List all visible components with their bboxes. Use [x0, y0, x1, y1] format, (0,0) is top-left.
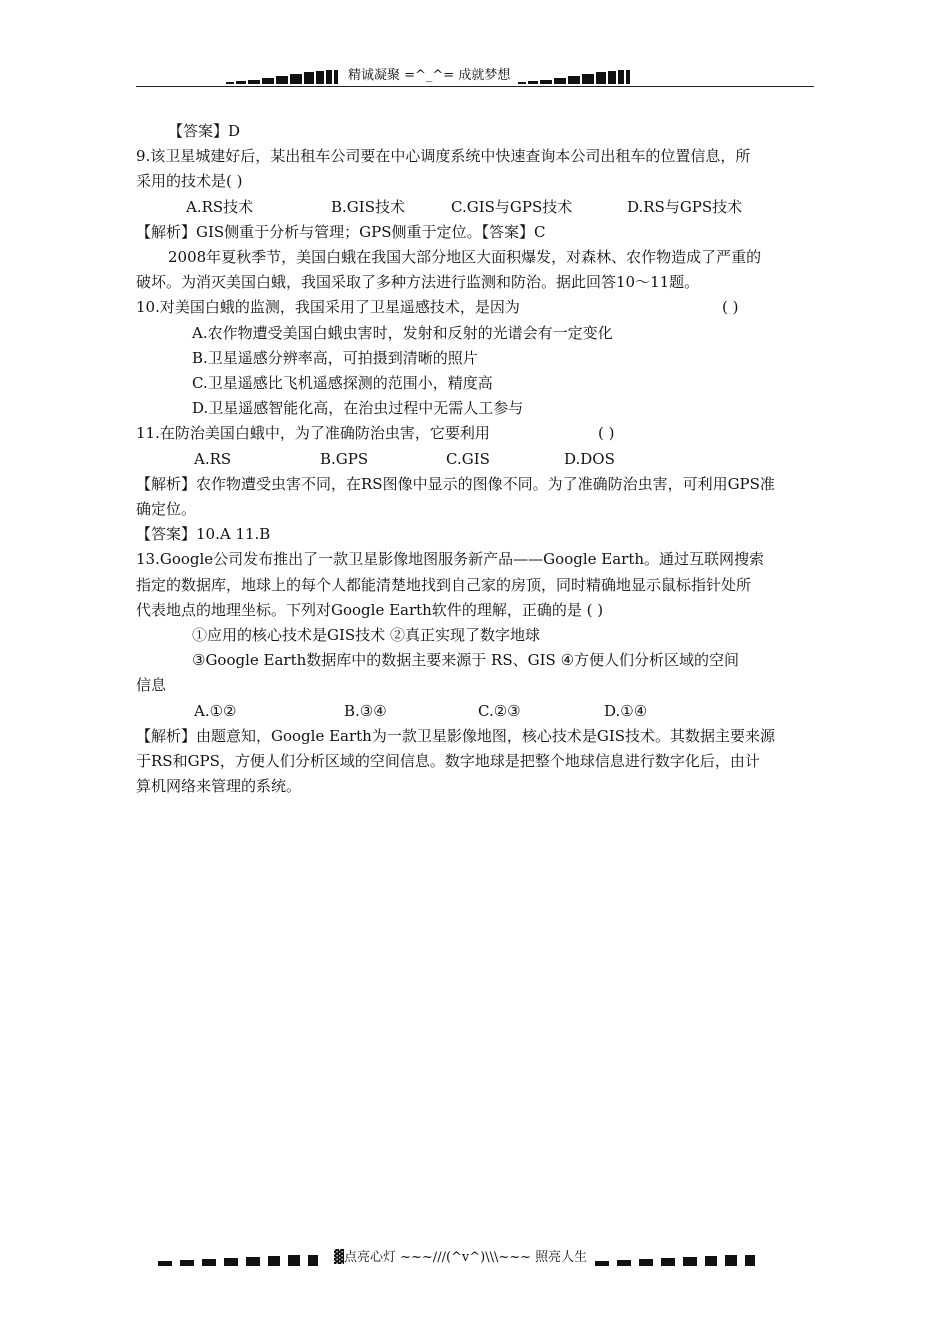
header-deco-bar: [334, 70, 338, 84]
header-deco-bar: [626, 70, 630, 84]
header-deco-bar: [528, 81, 538, 84]
header-deco-bar: [290, 74, 302, 84]
question-13-options: [136, 699, 816, 724]
header-deco-bar: [518, 82, 526, 84]
document-body: [136, 119, 816, 799]
question-11-options: [136, 447, 816, 472]
option-a: A.①②: [194, 701, 237, 720]
option-b: B.GPS: [320, 449, 369, 468]
question-9-line-1: 9.该卫星城建好后，某出租车公司要在中心调度系统中快速查询本公司出租车的位置信息，所: [136, 147, 751, 166]
answer-10-11: 【答案】10.A 11.B: [136, 525, 271, 544]
question-13-line-2: 指定的数据库，地球上的每个人都能清楚地找到自己家的房顶，同时精确地显示鼠标指针处所: [136, 575, 752, 594]
option-b: B.GIS技术: [331, 197, 405, 216]
footer-deco-block: [268, 1256, 280, 1266]
question-11-analysis-line-1: 【解析】农作物遭受虫害不同，在RS图像中显示的图像不同。为了准确防治虫害，可利用GPS准: [136, 474, 775, 493]
question-10: [136, 295, 816, 320]
footer-deco-block: [595, 1261, 609, 1266]
passage-line-1: 2008年夏秋季节，美国白蛾在我国大部分地区大面积爆发，对森林、农作物造成了严重的: [168, 248, 762, 267]
question-10-paren: ( ): [722, 298, 739, 317]
footer-title: ▓点亮心灯 ~~~///(^v^)\\\~~~ 照亮人生: [334, 1250, 588, 1265]
header-deco-bar: [540, 80, 552, 84]
question-10-stem: 10.对美国白蛾的监测，我国采用了卫星遥感技术，是因为: [136, 298, 520, 317]
footer-deco-block: [705, 1256, 717, 1266]
option-c: C.②③: [478, 701, 521, 720]
question-13-line-3: 代表地点的地理坐标。下列对Google Earth软件的理解，正确的是 ( ): [136, 600, 604, 619]
footer-deco-block: [246, 1257, 260, 1266]
header-deco-bar: [582, 74, 594, 84]
question-10-option-d: D.卫星遥感智能化高，在治虫过程中无需人工参与: [192, 399, 524, 418]
footer-deco-block: [725, 1255, 737, 1266]
question-13-analysis-line-3: 算机网络来管理的系统。: [136, 777, 302, 796]
question-9-analysis: 【解析】GIS侧重于分析与管理；GPS侧重于定位。【答案】C: [136, 222, 546, 241]
footer-deco-block: [180, 1260, 194, 1266]
footer-deco-block: [202, 1259, 216, 1266]
option-c: C.GIS: [446, 449, 490, 468]
question-10-option-a: A.农作物遭受美国白蛾虫害时，发射和反射的光谱会有一定变化: [192, 323, 613, 342]
footer-deco-block: [288, 1255, 300, 1266]
question-13-line-1: 13.Google公司发布推出了一款卫星影像地图服务新产品——Google Earth。通过互联网搜索: [136, 550, 765, 569]
option-a: A.RS: [194, 449, 232, 468]
header-deco-bar: [618, 70, 624, 84]
question-10-option-c: C.卫星遥感比飞机遥感探测的范围小，精度高: [192, 374, 493, 393]
passage-line-2: 破坏。为消灭美国白蛾，我国采取了多种方法进行监测和防治。据此回答10～11题。: [136, 273, 700, 292]
header-deco-bar: [248, 80, 260, 84]
header-deco-bar: [596, 72, 606, 84]
question-13-statement-1: ①应用的核心技术是GIS技术 ②真正实现了数字地球: [192, 626, 540, 645]
answer-line: 【答案】D: [168, 122, 241, 140]
header-title: 精诚凝聚 =^_^= 成就梦想: [348, 68, 511, 83]
footer-deco-block: [639, 1259, 653, 1266]
question-13-statement-2: ③Google Earth数据库中的数据主要来源于 RS、GIS ④方便人们分析区域的空间: [192, 651, 740, 670]
footer-deco-block: [683, 1257, 697, 1266]
question-11-stem: 11.在防治美国白蛾中，为了准确防治虫害，它要利用: [136, 424, 490, 443]
page-footer: [158, 1248, 763, 1266]
header-deco-bar: [568, 76, 580, 84]
footer-deco-block: [224, 1258, 238, 1266]
footer-deco-block: [308, 1255, 318, 1266]
option-d: D.①④: [604, 701, 648, 720]
header-row: [226, 66, 866, 84]
footer-deco-block: [661, 1258, 675, 1266]
footer-deco-block: [745, 1255, 755, 1266]
question-9-line-2: 采用的技术是( ): [136, 172, 243, 191]
option-c: C.GIS与GPS技术: [451, 197, 573, 216]
question-11-paren: ( ): [598, 424, 615, 443]
footer-deco-block: [158, 1261, 172, 1266]
header-deco-bar: [304, 72, 314, 84]
header-deco-bar: [316, 71, 324, 84]
header-deco-bar: [554, 78, 566, 84]
header-deco-bar: [326, 70, 332, 84]
question-11-analysis-line-2: 确定位。: [136, 500, 197, 519]
question-10-option-b: B.卫星遥感分辨率高，可拍摄到清晰的照片: [192, 348, 478, 367]
question-9-options: [136, 195, 816, 220]
question-13-statement-3: 信息: [136, 676, 167, 695]
question-11: [136, 421, 816, 446]
page-header: [136, 66, 814, 87]
header-deco-bar: [608, 71, 616, 84]
option-d: D.RS与GPS技术: [627, 197, 743, 216]
footer-deco-block: [617, 1260, 631, 1266]
question-13-analysis-line-1: 【解析】由题意知，Google Earth为一款卫星影像地图，核心技术是GIS技术。其数据主要来源: [136, 726, 776, 745]
option-d: D.DOS: [564, 449, 615, 468]
header-deco-bar: [276, 76, 288, 84]
option-b: B.③④: [344, 701, 387, 720]
header-deco-bar: [226, 82, 234, 84]
question-13-analysis-line-2: 于RS和GPS，方便人们分析区域的空间信息。数字地球是把整个地球信息进行数字化后，由计: [136, 752, 760, 771]
option-a: A.RS技术: [186, 197, 254, 216]
header-deco-bar: [262, 78, 274, 84]
header-deco-bar: [236, 81, 246, 84]
